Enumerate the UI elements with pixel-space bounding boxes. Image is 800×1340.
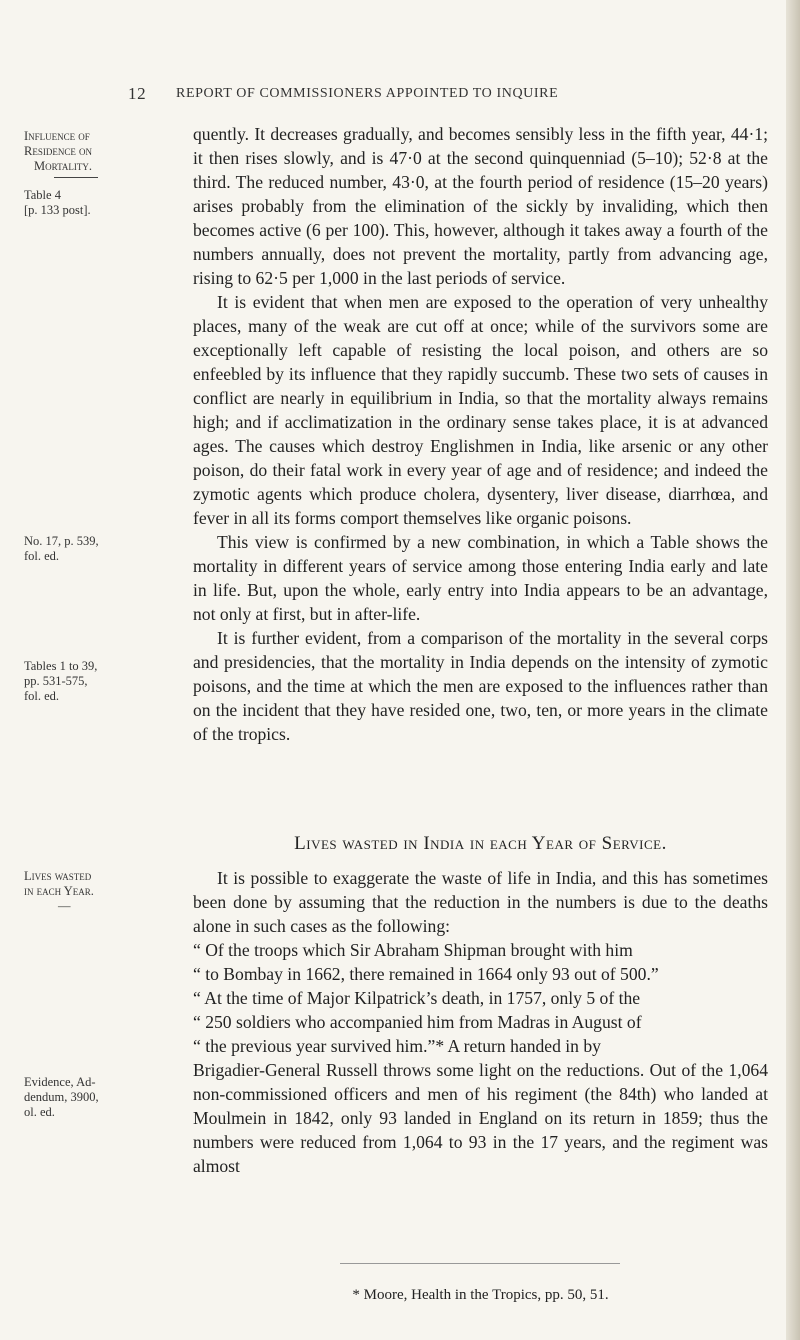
body-text-upper xyxy=(193,122,768,746)
margin-note-table4 xyxy=(24,188,120,218)
footnote-rule xyxy=(340,1263,620,1264)
margin-note-line: in each Year. xyxy=(24,884,94,898)
running-title: REPORT OF COMMISSIONERS APPOINTED TO INQUIRE xyxy=(176,86,559,101)
margin-note-evidence xyxy=(24,1075,120,1120)
margin-note-influence xyxy=(24,129,120,178)
margin-note-line: fol. ed. xyxy=(24,689,60,703)
margin-note-line: Influence of xyxy=(24,129,90,143)
margin-note-line: No. 17, p. 539, xyxy=(24,534,99,548)
quotation-line: “ the previous year survived him.”* A return handed in by xyxy=(193,1036,601,1056)
body-text-lower xyxy=(193,866,768,1178)
paragraph: quently. It decreases gradually, and becomes sensibly less in the fifth year, 44·1; it then rises slowly, and is 47·0 at the second quinquenniad (5–10); 52·8 at the third. The reduced number, 43·0, at the fourth period of residence (15–20 years) arises probably from the elimination of the sickly by invaliding, which then becomes active (6 per 100). This, however, although it takes away a fourth of the numbers annually, does not prevent the mortality, partly from advancing age, rising to 62·5 per 1,000 in the last periods of service. xyxy=(193,124,768,288)
paragraph: It is further evident, from a comparison of the mortality in the several corps and presidencies, that the mortality in India depends on the intensity of zymotic poisons, and the time at which the men are exposed to the influences rather than on the incident that they have resided one, two, ten, or more years in the climate of the tropics. xyxy=(193,628,768,744)
page-edge xyxy=(786,0,800,1340)
margin-note-line: Evidence, Ad- xyxy=(24,1075,96,1089)
margin-note-tables xyxy=(24,659,120,704)
margin-note-line: Residence on xyxy=(24,144,92,158)
margin-note-line: ol. ed. xyxy=(24,1105,55,1119)
margin-note-line: fol. ed. xyxy=(24,549,60,563)
margin-note-line: [p. 133 post]. xyxy=(24,203,91,217)
margin-note-line: Table 4 xyxy=(24,188,61,202)
margin-note-line: Lives wasted xyxy=(24,869,92,883)
paragraph: It is possible to exaggerate the waste of life in India, and this has sometimes been done by assuming that the reduction in the numbers is due to the deaths alone in such cases as the following: xyxy=(193,868,768,936)
margin-note-line: Mortality. xyxy=(34,159,92,173)
margin-note-lives-wasted xyxy=(24,869,120,914)
margin-note-line: — xyxy=(58,899,71,913)
margin-note-no17 xyxy=(24,534,120,564)
paragraph: It is evident that when men are exposed to the operation of very unhealthy places, many of the weak are cut off at once; while of the survivors some are exceptionally left capable of resisting the local poison, and others are so enfeebled by its influence that they rapidly succumb. These two sets of causes in conflict are nearly in equilibrium in India, so that the mortality always remains high; and if acclimatization in the ordinary sense takes place, it is at advanced ages. The causes which destroy Englishmen in India, like arsenic or any other poison, do their fatal work in every year of age and of residence; and indeed the zymotic agents which produce cholera, dysentery, liver disease, diarrhœa, and fever in all its forms comport themselves like organic poisons. xyxy=(193,292,768,528)
quotation-line: “ Of the troops which Sir Abraham Shipman brought with him xyxy=(193,940,633,960)
margin-note-line: Tables 1 to 39, xyxy=(24,659,98,673)
quotation-line: “ to Bombay in 1662, there remained in 1664 only 93 out of 500.” xyxy=(193,964,659,984)
paragraph: Brigadier-General Russell throws some light on the reductions. Out of the 1,064 non-commissioned officers and men of his regiment (the 84th) who landed at Moulmein in 1842, only 93 landed in England on its return in 1859; thus the numbers were reduced from 1,064 to 93 in the 17 years, and the regiment was almost xyxy=(193,1060,768,1176)
section-heading: Lives wasted in India in each Year of Service. xyxy=(294,833,667,854)
paragraph: This view is confirmed by a new combination, in which a Table shows the mortality in different years of service among those entering India early and late in life. But, upon the whole, early entry into India appears to be an advantage, not only at first, but in after-life. xyxy=(193,532,768,624)
margin-note-line: dendum, 3900, xyxy=(24,1090,99,1104)
footnote: * Moore, Health in the Tropics, pp. 50, 51. xyxy=(352,1287,609,1303)
margin-rule xyxy=(54,177,98,178)
quotation-line: “ At the time of Major Kilpatrick’s death, in 1757, only 5 of the xyxy=(193,988,641,1008)
quotation-line: “ 250 soldiers who accompanied him from Madras in August of xyxy=(193,1012,642,1032)
page-number: 12 xyxy=(128,84,147,103)
margin-note-line: pp. 531-575, xyxy=(24,674,88,688)
